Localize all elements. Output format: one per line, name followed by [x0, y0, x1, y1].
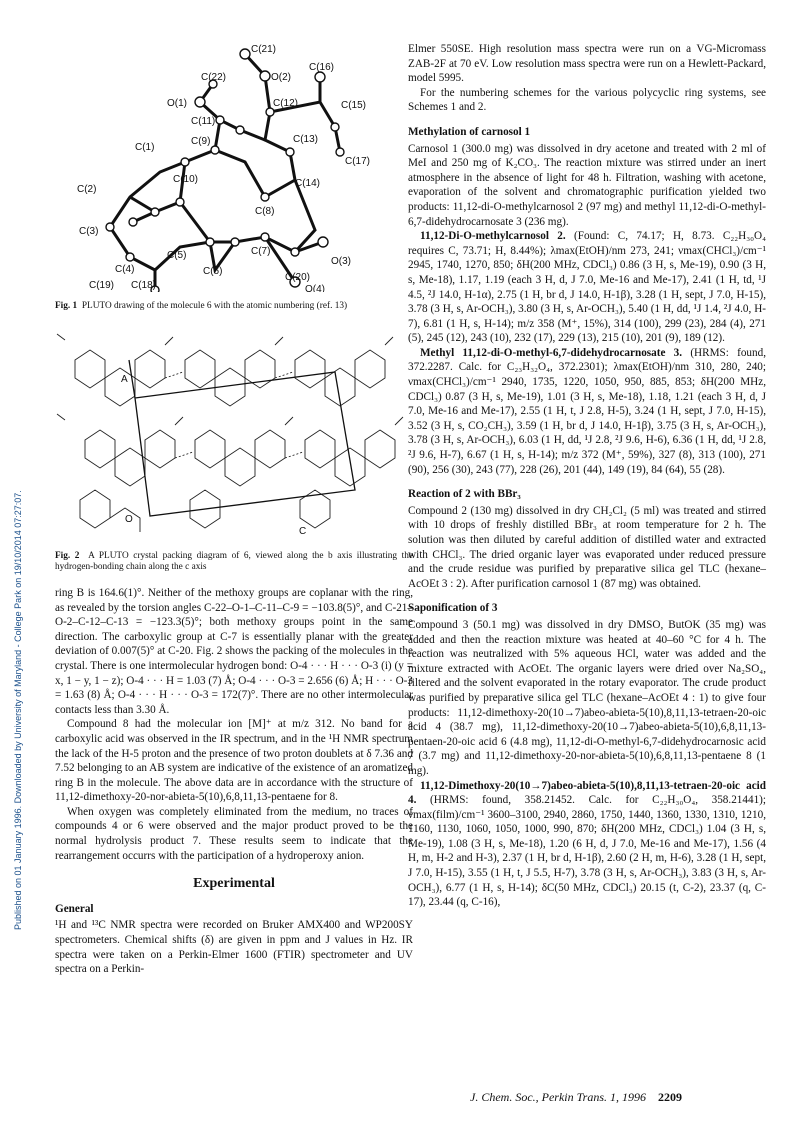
- figure-1-caption: Fig. 1 PLUTO drawing of the molecule 6 with the atomic numbering (ref. 13): [55, 300, 348, 311]
- atom-label: C(21): [251, 44, 277, 55]
- atom-label: C(7): [251, 246, 271, 257]
- section-heading: Experimental: [193, 876, 275, 892]
- atom-label: O(1): [167, 98, 187, 109]
- atom-label: C(10): [173, 174, 199, 185]
- paragraph: When oxygen was completely eliminated from the medium, no traces of compounds 4 or 6 were observed and the major product proved to be the normal hydrolysis product 7. These results seem to indicate that the rearrangement occurrs with the participation of a hydroperoxy anion.: [55, 805, 413, 862]
- paragraph: ¹H and ¹³C NMR spectra were recorded on Bruker AMX400 and WP200SY spectrometers. Chemical shifts (δ) are given in ppm and J values in Hz. IR spectra were taken on a Perkin-Elmer 1600 (FTIR) spectrometer and UV spectra on a Perkin-: [55, 919, 413, 976]
- page-number: 2209: [658, 1090, 682, 1104]
- right-column: [408, 42, 766, 910]
- watermark-text: Published on 01 January 1996. Downloaded by University of Maryland - College Park on 19/10/2014 07:27:07.: [13, 490, 23, 930]
- download-watermark: [3, 30, 23, 930]
- journal-citation: J. Chem. Soc., Perkin Trans. 1, 1996: [470, 1090, 646, 1104]
- figure-2: [55, 320, 413, 574]
- atom-label: O(3): [331, 256, 351, 267]
- compound-4-data: 11,12-Dimethoxy-20(10→7)abeo-abieta-5(10),8,11,13-tetraen-20-oic acid 4. (HRMS: found, 358.21452. Calc. for C₂₂H₃₀O₄, 358.21441); νmax(film)/cm⁻¹ 3600–3100, 2940, 2860, 1750, 1440, 1360, 1330, 1310, 1210, 1160, 1130, 1060, 1050, 1000, 990, 870; δH(200 MHz, CDCl₃) 1.04 (3 H, s, Me-19), 1.08 (3 H, s, Me-18), 1.20 (6 H, d, J 7.0, Me-16 and Me-17), 1.56 (4 H, m, H-2 and H-3), 2.37 (1 H, br d, H-1β), 2.60 (2 H, m, H-6), 3.28 (1 H, sept, J 7.0, H-15), 3.55 (1 H, t, J 5.5, H-7), 3.78 (3 H, s, Ar-OCH₃), 3.83 (3 H, s, Ar-OCH₃), 6.77 (1 H, s, H-14); δC(50 MHz, CDCl₃) 20.15 (t, C-2), 23.37 (q, C-17), 23.44 (q, C-16),: [408, 779, 767, 909]
- atom-label: C(16): [309, 62, 335, 73]
- atom-label: C(15): [341, 100, 367, 111]
- paragraph: Compound 3 (50.1 mg) was dissolved in dry DMSO, ButOK (35 mg) was added and then the reaction mixture was heated at 40–60 °C for 4 h. The reaction was neutralized with 5% aqueous HCl, water was added and the mixture extracted with AcOEt. The organic layers were dried over Na₂SO₄, filtered and the solvent evaporated in the rotary evaporator. The crude product was purified by preparative silica gel TLC (hexane–AcOEt 4 : 1) to give four products: 11,12-dimethoxy-20(10→7)abeo-abieta-5(10),8,11,13-tetraen-20-oic acid 4 (38.7 mg), 11,12-dimethoxy-20(10→7)abeo-abieta-5(10),6,8,11,13-pentaen-20-oic acid 6 (4.8 mg), 11,12-di-O-methyl-6,7-didehydrocarnosic acid 7 (3.7 mg) and 11,12-dimethoxy-20-nor-abieta-5(10),6,8,11,13-pentaene 8 (1 mg).: [408, 618, 766, 777]
- atom-label: C(12): [273, 98, 299, 109]
- atom-label: C(6): [203, 266, 223, 277]
- compound-2-data: 11,12-Di-O-methylcarnosol 2. (Found: C, 74.17; H, 8.73. C₂₂H₃₀O₄ requires C, 73.71; H, 8.44%); λmax(EtOH)/nm 273, 241; νmax(CHCl₃)/cm⁻¹ 2945, 1740, 1270, 850; δH(200 MHz, CDCl₃) 0.86 (3 H, s, Me-19), 0.90 (3 H, s, Me-18), 1.17, 1.19 (each 3 H, d, J 7.0, Me-16 and Me-17), 2.41 (1 H, td, ¹J 4.5, ²J 14.0, H-1α), 2.75 (1 H, br d, J 14.0, H-1β), 3.28 (1 H, sept, J 7.0, H-15), 3.78 (3 H, s, Ar-OCH₃), 3.80 (3 H, s, Ar-OCH₃), 5.40 (1 H, dd, ¹J 1.4, ²J 4.0, H-7), 6.81 (1 H, s, H-14); m/z 358 (M⁺, 15%), 314 (100), 299 (23), 284 (4), 271 (5), 245 (12), 243 (10), 232 (17), 229 (13), 215 (10), 201 (9), 189 (12).: [408, 230, 767, 345]
- atom-label: C(18): [131, 280, 157, 291]
- left-column: [55, 42, 413, 977]
- page-footer: [470, 1090, 682, 1105]
- axis-label-a: A: [121, 374, 128, 386]
- paragraph: For the numbering schemes for the various polycyclic ring systems, see Schemes 1 and 2.: [408, 86, 766, 114]
- subsection-heading: Saponification of 3: [408, 602, 498, 615]
- atom-label: C(11): [191, 116, 216, 127]
- atom-label: C(2): [77, 184, 97, 195]
- paragraph: Elmer 550SE. High resolution mass spectra were run on a VG-Micromass ZAB-2F at 70 eV. Low resolution mass spectra were run on a Hewlett-Packard, model 5995.: [408, 43, 766, 85]
- paragraph: Carnosol 1 (300.0 mg) was dissolved in dry acetone and treated with 2 ml of MeI and 250 mg of K₂CO₃. The reaction mixture was stirred under an inert atmosphere in the absence of light for 48 h. Filtration, washing with acetone, evaporation of the solvent and chromatographic purification yielded two products: 11,12-di-O-methylcarnosol 2 (97 mg) and methyl 11,12-di-O-methyl-6,7-didehydrocarnosate 3 (236 mg).: [408, 142, 766, 228]
- paragraph: Compound 2 (130 mg) dissolved in dry CH₂Cl₂ (5 ml) was treated and stirred with 10 drops of freshly distilled BBr₃ at room temperature for 2 h. The solution was then diluted by careful addition of distilled water and extracted with CHCl₃. The dried organic layer was evaporated under reduced pressure and the crude residue was purified by preparative silica gel TLC (hexane–AcOEt 3 : 2). After purification carnosol 1 (87 mg) was obtained.: [408, 504, 766, 590]
- axis-label-origin: O: [125, 514, 133, 526]
- atom-label: C(19): [89, 280, 115, 291]
- atom-label: C(8): [255, 206, 275, 217]
- subsection-heading: Methylation of carnosol 1: [408, 125, 531, 138]
- atom-label: C(1): [135, 142, 155, 153]
- paragraph: Compound 8 had the molecular ion [M]⁺ at m/z 312. No band for a carboxylic acid was observed in the IR spectrum, and in the ¹H NMR spectrum the lack of the H-5 proton and the presence of two proton doublets at δ 7.36 and 7.52 belonging to an AB system are indicative of the existence of an aromatized ring B in the molecule. The above data are in accordance with the structure of 11,12-dimethoxy-20-nor-abieta-5(10),6,8,11,13-pentaene for 8.: [55, 718, 413, 804]
- paragraph: ring B is 164.6(1)°. Neither of the methoxy groups are coplanar with the ring, as revealed by the torsion angles C-22–O-1–C-11–C-9 = −103.8(5)°, and C-21–O-2–C-12–C-13 = −123.3(5)°; both methoxy groups point in the same direction. The carboxylic group at C-7 is essentially planar with the greater deviation of 0.007(5)° at C-20. Fig. 2 shows the packing of the molecules in the crystal. There is one intermolecular hydrogen bond: O-4 · · · H · · · O-3 (i) (y = x, 1 − y, 1 − z); O-4 · · · H = 1.03 (7) Å; O-4 · · · O-3 = 2.656 (6) Å; H · · · O-3 = 1.63 (8) Å; O-4 · · · H · · · O-3 = 172(7)°. There are no other intermolecular contacts less than 3.30 Å.: [55, 586, 413, 716]
- atom-label: C(3): [79, 226, 99, 237]
- atom-label: C(4): [115, 264, 135, 275]
- atom-label: C(20): [285, 272, 311, 283]
- atom-label: C(9): [191, 136, 211, 147]
- atom-label: O(4): [305, 284, 325, 292]
- crystal-packing-diagram: [55, 320, 413, 542]
- atom-label: C(22): [201, 72, 227, 83]
- subsection-heading: General: [55, 902, 94, 915]
- compound-3-data: Methyl 11,12-di-O-methyl-6,7-didehydrocarnosate 3. (HRMS: found, 372.2287. Calc. for C₂₃H₃₂O₄, 372.2301); λmax(EtOH)/nm 310, 280, 240; νmax(CHCl₃)/cm⁻¹ 2940, 1735, 1220, 1050, 950, 885, 853; δH(200 MHz, CDCl₃) 0.87 (3 H, s, Me-19), 1.01 (3 H, s, Me-18), 1.18, 1.21 (each 3 H, d, J 7.0, Me-16 and Me-17), 2.55 (1 H, t, J 2.8, H-5), 3.24 (1 H, sept, J 7.0, H-15), 3.52 (3 H, s, CO₂CH₃), 3.59 (1 H, br d, J 14.0, H-1β), 3.75 (3 H, s, Ar-OCH₃), 3.78 (3 H, s, Ar-OCH₃), 6.03 (1 H, dd, ¹J 2.8, ²J 9.6, H-6), 6.36 (1 H, dd, ¹J 2.8, ²J 9.6, H-7), 6.67 (1 H, s, H-14); m/z 372 (M⁺, 59%), 327 (8), 313 (100), 271 (90), 256 (30), 243 (77), 228 (26), 201 (44), 149 (19), 84 (64), 55 (28).: [408, 346, 767, 476]
- axis-label-c: C: [299, 526, 307, 538]
- figure-1: [55, 42, 413, 312]
- molecule-drawing: [55, 42, 413, 292]
- atom-label: C(13): [293, 134, 319, 145]
- atom-label: C(17): [345, 156, 371, 167]
- subsection-heading: Reaction of 2 with BBr₃: [408, 488, 521, 501]
- atom-label: O(2): [271, 72, 291, 83]
- figure-2-caption: Fig. 2 A PLUTO crystal packing diagram of 6, viewed along the b axis illustrating the hydrogen-bonding chain along the c axis: [55, 550, 413, 573]
- atom-label: C(5): [167, 250, 187, 261]
- atom-label: C(14): [295, 178, 321, 189]
